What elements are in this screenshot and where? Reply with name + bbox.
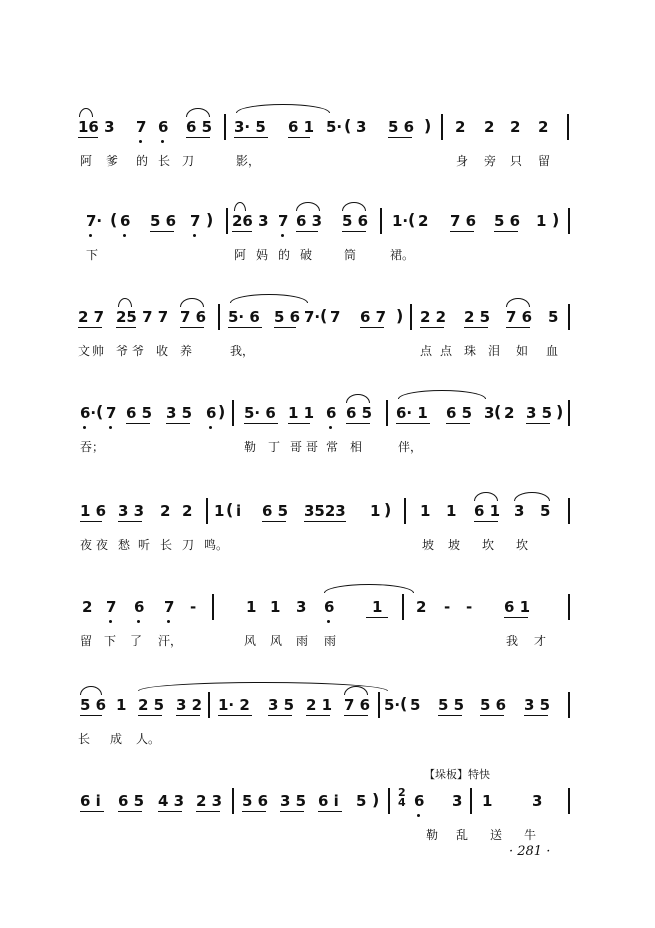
lyric-char: 常 xyxy=(326,440,339,454)
lyric-char: 成 xyxy=(110,732,123,746)
lyric-char: 哥 xyxy=(290,440,303,454)
lyric-char: 下 xyxy=(86,248,99,262)
lyric-char: 旁 xyxy=(484,154,497,168)
lyric-char: 夜 xyxy=(96,538,109,552)
lyric-char: 夜 xyxy=(80,538,93,552)
lyric-char: 养 xyxy=(180,344,193,358)
lyric-char: 筒 xyxy=(344,248,357,262)
lyric-char: 乱 xyxy=(456,828,469,842)
lyric-char: 留 xyxy=(538,154,551,168)
lyric-char: 丁 xyxy=(268,440,281,454)
score-line-2: 7· ( 6 5 6 7 ) 26 3 7 6 3 5 6 1· ( 2 7 6 5 6 1 ) 下 阿 妈 的 破 筒 裙。 xyxy=(0,212,655,292)
lyric-char: 吞； xyxy=(80,440,105,454)
lyric-char: 雨 xyxy=(296,634,309,648)
lyric-char: 裙。 xyxy=(390,248,415,262)
lyric-char: 爷 xyxy=(132,344,145,358)
lyric-char: 下 xyxy=(104,634,117,648)
lyric-char: 阿 xyxy=(80,154,93,168)
lyric-char: 长 xyxy=(78,732,91,746)
score-line-7: 5 6 1 2 5 3 2 1· 2 3 5 2 1 7 6 5· ( 5 5 5 5 6 3 5 长 成 人。 xyxy=(0,696,655,776)
lyric-char: 坎 xyxy=(482,538,495,552)
lyric-char: 刀 xyxy=(182,154,195,168)
score-line-1: 16 3 7 6 6 5 3· 5 6 1 5· ( 3 5 6 ) 2 2 2 2 阿 爹 的 长 刀 影， 身 旁 只 留 xyxy=(0,118,655,198)
lyric-char: 珠 xyxy=(464,344,477,358)
lyric-char: 血 xyxy=(546,344,559,358)
lyric-char: 长 xyxy=(160,538,173,552)
lyric-char: 长 xyxy=(158,154,171,168)
lyric-char: 牛 xyxy=(524,828,537,842)
tempo-marking: 【垛板】特快 xyxy=(424,768,490,781)
lyric-char: 阿 xyxy=(234,248,247,262)
lyric-char: 的 xyxy=(278,248,291,262)
lyric-char: 伴， xyxy=(398,440,423,454)
score-line-6: 2 7 6 7 - 1 1 3 6 1 2 - - 6 1 留 下 了 汗， 风 风 雨 雨 我 才 xyxy=(0,598,655,678)
lyric-char: 了 xyxy=(130,634,143,648)
lyric-char: 爷 xyxy=(116,344,129,358)
lyric-char: 才 xyxy=(534,634,547,648)
lyric-char: 如 xyxy=(516,344,529,358)
lyric-char: 坎 xyxy=(516,538,529,552)
lyric-char: 勒 xyxy=(426,828,439,842)
lyric-char: 勒 xyxy=(244,440,257,454)
score-line-3: 2 7 25 7 7 7 6 5· 6 5 6 7· ( 7 6 7 ) 2 2 2 5 7 6 5 文 帅 爷 爷 收 养 我， 点 点 珠 泪 如 血 xyxy=(0,308,655,388)
lyric-char: 点 xyxy=(440,344,453,358)
score-line-4: 6· ( 7 6 5 3 5 6 ) 5· 6 1 1 6 6 5 6· 1 6 5 3 ( 2 3 5 ) 吞； 勒 丁 哥 哥 常 相 伴， xyxy=(0,404,655,484)
lyric-char: 风 xyxy=(244,634,257,648)
lyric-char: 愁 xyxy=(118,538,131,552)
lyric-char: 相 xyxy=(350,440,363,454)
lyric-char: 汗， xyxy=(158,634,183,648)
lyric-char: 人。 xyxy=(136,732,161,746)
page-number: · 281 · xyxy=(509,844,551,859)
lyric-char: 刀 xyxy=(182,538,195,552)
lyric-char: 只 xyxy=(510,154,523,168)
lyric-char: 妈 xyxy=(256,248,269,262)
lyric-char: 影， xyxy=(236,154,261,168)
lyric-char: 收 xyxy=(156,344,169,358)
score-line-8: 【垛板】特快 6 i 6 5 4 3 2 3 5 6 3 5 6 i 5 ) 2 4 6 3 1 3 勒 乱 送 牛 xyxy=(0,792,655,872)
lyric-char: 坡 xyxy=(422,538,435,552)
lyric-char: 风 xyxy=(270,634,283,648)
lyric-char: 哥 xyxy=(306,440,319,454)
lyric-char: 文 xyxy=(78,344,91,358)
lyric-char: 送 xyxy=(490,828,503,842)
lyric-char: 帅 xyxy=(92,344,105,358)
lyric-char: 身 xyxy=(456,154,469,168)
lyric-char: 坡 xyxy=(448,538,461,552)
lyric-char: 的 xyxy=(136,154,149,168)
lyric-char: 点 xyxy=(420,344,433,358)
lyric-char: 鸣。 xyxy=(204,538,229,552)
lyric-char: 爹 xyxy=(106,154,119,168)
score-line-5: 1 6 3 3 2 2 1 ( i 6 5 3523 1 ) 1 1 6 1 3 5 夜 夜 愁 听 长 刀 鸣。 坡 坡 坎 坎 xyxy=(0,502,655,582)
lyric-char: 泪 xyxy=(488,344,501,358)
lyric-char: 留 xyxy=(80,634,93,648)
lyric-char: 我 xyxy=(506,634,519,648)
lyric-char: 我， xyxy=(230,344,255,358)
lyric-char: 听 xyxy=(138,538,151,552)
lyric-char: 雨 xyxy=(324,634,337,648)
lyric-char: 破 xyxy=(300,248,313,262)
